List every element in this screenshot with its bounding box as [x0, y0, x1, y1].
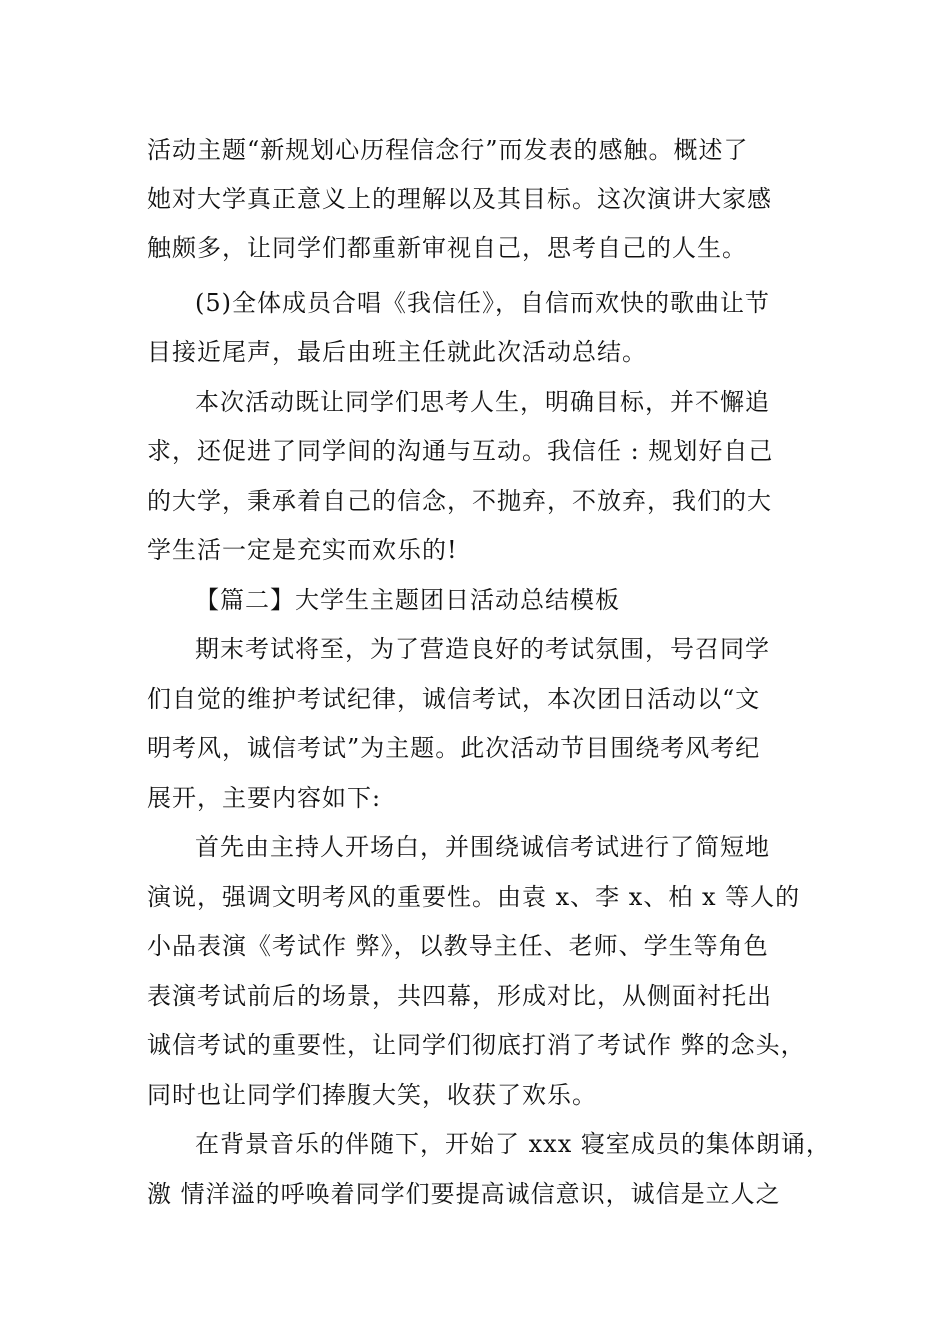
text-line: 明考风，诚信考试”为主题。此次活动节目围绕考风考纪 [147, 734, 761, 762]
paragraph-first-line: 在背景音乐的伴随下，开始了 xxx 寝室成员的集体朗诵， [195, 1130, 831, 1158]
text-line: 同时也让同学们捧腹大笑，收获了欢乐。 [147, 1081, 597, 1109]
text-line: 小品表演《考试作 弊》，以教导主任、老师、学生等角色 [147, 932, 769, 960]
paragraph-first-line: 本次活动既让同学们思考人生，明确目标，并不懈追 [195, 388, 770, 416]
paragraph-first-line: (5)全体成员合唱《我信任》，自信而欢快的歌曲让节 [195, 289, 770, 317]
text-line: 活动主题“新规划心历程信念行”而发表的感触。概述了 [147, 136, 749, 164]
text-line: 触颇多，让同学们都重新审视自己，思考自己的人生。 [147, 234, 747, 262]
text-line: 求，还促进了同学间的沟通与互动。我信任 : 规划好自己 [147, 437, 774, 465]
text-line: 的大学，秉承着自己的信念，不抛弃，不放弃，我们的大 [147, 487, 772, 515]
text-line: 激 情洋溢的呼唤着同学们要提高诚信意识，诚信是立人之 [147, 1180, 781, 1208]
text-line: 展开，主要内容如下: [147, 784, 382, 812]
text-line: 学生活一定是充实而欢乐的! [147, 536, 458, 564]
text-line: 她对大学真正意义上的理解以及其目标。这次演讲大家感 [147, 185, 772, 213]
text-line: 目接近尾声，最后由班主任就此次活动总结。 [147, 338, 647, 366]
text-line: 诚信考试的重要性，让同学们彻底打消了考试作 弊的念头， [147, 1031, 806, 1059]
text-line: 表演考试前后的场景，共四幕，形成对比，从侧面衬托出 [147, 982, 772, 1010]
section-heading: 【篇二】大学生主题团日活动总结模板 [195, 586, 620, 614]
paragraph-first-line: 期末考试将至，为了营造良好的考试氛围，号召同学 [195, 635, 770, 663]
text-line: 们自觉的维护考试纪律，诚信考试，本次团日活动以“文 [147, 685, 761, 713]
paragraph-first-line: 首先由主持人开场白，并围绕诚信考试进行了简短地 [195, 833, 770, 861]
text-line: 演说，强调文明考风的重要性。由袁 x、李 x、柏 x 等人的 [147, 883, 801, 911]
